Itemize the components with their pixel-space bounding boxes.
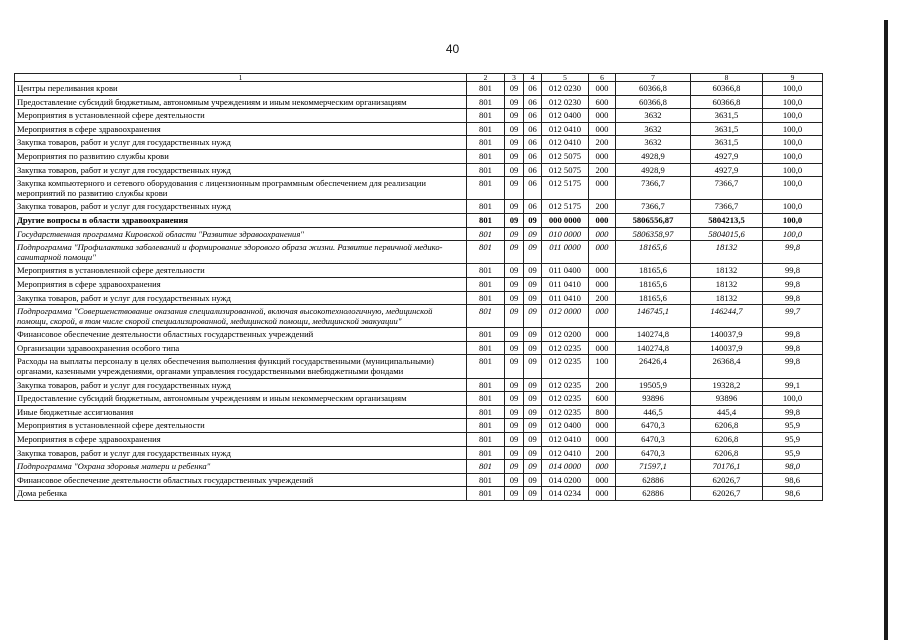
executed-cell: 6206,8 <box>691 419 763 433</box>
percent-cell: 100,0 <box>763 163 823 177</box>
section-cell: 09 <box>505 277 524 291</box>
percent-cell: 99,8 <box>763 241 823 264</box>
code-cell: 801 <box>467 109 505 123</box>
planned-cell: 146745,1 <box>616 305 691 328</box>
name-cell: Мероприятия в установленной сфере деятельности <box>15 109 467 123</box>
executed-cell: 445,4 <box>691 405 763 419</box>
planned-cell: 60366,8 <box>616 82 691 96</box>
table-header-row <box>15 74 823 82</box>
percent-cell: 100,0 <box>763 149 823 163</box>
name-cell: Мероприятия в сфере здравоохранения <box>15 122 467 136</box>
subsection-cell: 09 <box>524 419 542 433</box>
table-row <box>15 277 823 291</box>
target-article-cell: 012 0235 <box>542 392 589 406</box>
target-article-cell: 012 0410 <box>542 446 589 460</box>
expense-type-cell: 000 <box>589 341 616 355</box>
name-cell: Финансовое обеспечение деятельности областных государственных учреждений <box>15 328 467 342</box>
subsection-cell: 09 <box>524 291 542 305</box>
executed-cell: 3631,5 <box>691 109 763 123</box>
section-cell: 09 <box>505 433 524 447</box>
percent-cell: 99,8 <box>763 264 823 278</box>
section-cell: 09 <box>505 378 524 392</box>
table-row <box>15 473 823 487</box>
table-row <box>15 177 823 200</box>
section-cell: 09 <box>505 446 524 460</box>
planned-cell: 19505,9 <box>616 378 691 392</box>
executed-cell: 18132 <box>691 241 763 264</box>
planned-cell: 3632 <box>616 109 691 123</box>
executed-cell: 4927,9 <box>691 149 763 163</box>
name-cell: Иные бюджетные ассигнования <box>15 405 467 419</box>
percent-cell: 100,0 <box>763 95 823 109</box>
target-article-cell: 012 0235 <box>542 378 589 392</box>
target-article-cell: 014 0200 <box>542 473 589 487</box>
percent-cell: 100,0 <box>763 82 823 96</box>
executed-cell: 70176,1 <box>691 460 763 474</box>
executed-cell: 6206,8 <box>691 433 763 447</box>
subsection-cell: 09 <box>524 355 542 378</box>
percent-cell: 99,7 <box>763 305 823 328</box>
target-article-cell: 012 0230 <box>542 82 589 96</box>
planned-cell: 5806556,87 <box>616 213 691 227</box>
name-cell: Финансовое обеспечение деятельности областных государственных учреждений <box>15 473 467 487</box>
table-row <box>15 305 823 328</box>
expense-type-cell: 000 <box>589 473 616 487</box>
name-cell: Мероприятия в сфере здравоохранения <box>15 277 467 291</box>
subsection-cell: 06 <box>524 122 542 136</box>
subsection-cell: 06 <box>524 136 542 150</box>
percent-cell: 100,0 <box>763 392 823 406</box>
target-article-cell: 011 0400 <box>542 264 589 278</box>
expense-type-cell: 000 <box>589 109 616 123</box>
executed-cell: 140037,9 <box>691 341 763 355</box>
expense-type-cell: 200 <box>589 200 616 214</box>
percent-cell: 95,9 <box>763 433 823 447</box>
subsection-cell: 06 <box>524 82 542 96</box>
table-row <box>15 355 823 378</box>
table-row <box>15 291 823 305</box>
section-cell: 09 <box>505 328 524 342</box>
percent-cell: 99,8 <box>763 328 823 342</box>
subsection-cell: 09 <box>524 392 542 406</box>
executed-cell: 7366,7 <box>691 177 763 200</box>
executed-cell: 5804213,5 <box>691 213 763 227</box>
executed-cell: 62026,7 <box>691 473 763 487</box>
code-cell: 801 <box>467 419 505 433</box>
planned-cell: 6470,3 <box>616 433 691 447</box>
target-article-cell: 012 5175 <box>542 200 589 214</box>
target-article-cell: 012 0400 <box>542 109 589 123</box>
code-cell: 801 <box>467 200 505 214</box>
expense-type-cell: 000 <box>589 460 616 474</box>
column-header-1: 1 <box>15 74 467 82</box>
target-article-cell: 000 0000 <box>542 213 589 227</box>
expense-type-cell: 600 <box>589 392 616 406</box>
section-cell: 09 <box>505 136 524 150</box>
code-cell: 801 <box>467 163 505 177</box>
planned-cell: 18165,6 <box>616 277 691 291</box>
target-article-cell: 012 0235 <box>542 341 589 355</box>
name-cell: Подпрограмма "Охрана здоровья матери и ребенка" <box>15 460 467 474</box>
expense-type-cell: 000 <box>589 149 616 163</box>
percent-cell: 98,0 <box>763 460 823 474</box>
expense-type-cell: 200 <box>589 163 616 177</box>
subsection-cell: 09 <box>524 378 542 392</box>
column-header-7: 7 <box>616 74 691 82</box>
code-cell: 801 <box>467 241 505 264</box>
section-cell: 09 <box>505 163 524 177</box>
code-cell: 801 <box>467 378 505 392</box>
table-row <box>15 82 823 96</box>
subsection-cell: 09 <box>524 473 542 487</box>
expense-type-cell: 000 <box>589 328 616 342</box>
planned-cell: 60366,8 <box>616 95 691 109</box>
subsection-cell: 06 <box>524 109 542 123</box>
subsection-cell: 09 <box>524 433 542 447</box>
table-row <box>15 122 823 136</box>
expense-type-cell: 000 <box>589 177 616 200</box>
planned-cell: 140274,8 <box>616 341 691 355</box>
subsection-cell: 06 <box>524 200 542 214</box>
page-number: 40 <box>445 42 460 56</box>
executed-cell: 62026,7 <box>691 487 763 501</box>
code-cell: 801 <box>467 460 505 474</box>
section-cell: 09 <box>505 264 524 278</box>
planned-cell: 71597,1 <box>616 460 691 474</box>
target-article-cell: 012 0410 <box>542 433 589 447</box>
column-header-3: 3 <box>505 74 524 82</box>
planned-cell: 140274,8 <box>616 328 691 342</box>
section-cell: 09 <box>505 213 524 227</box>
percent-cell: 98,6 <box>763 473 823 487</box>
name-cell: Закупка товаров, работ и услуг для государственных нужд <box>15 163 467 177</box>
executed-cell: 93896 <box>691 392 763 406</box>
percent-cell: 100,0 <box>763 200 823 214</box>
table-row <box>15 405 823 419</box>
expense-type-cell: 200 <box>589 378 616 392</box>
target-article-cell: 012 5075 <box>542 149 589 163</box>
column-header-2: 2 <box>467 74 505 82</box>
code-cell: 801 <box>467 213 505 227</box>
planned-cell: 4928,9 <box>616 149 691 163</box>
target-article-cell: 012 0230 <box>542 95 589 109</box>
subsection-cell: 09 <box>524 460 542 474</box>
percent-cell: 99,8 <box>763 291 823 305</box>
name-cell: Мероприятия в сфере здравоохранения <box>15 433 467 447</box>
code-cell: 801 <box>467 341 505 355</box>
table-row <box>15 213 823 227</box>
expense-type-cell: 000 <box>589 213 616 227</box>
executed-cell: 18132 <box>691 277 763 291</box>
executed-cell: 140037,9 <box>691 328 763 342</box>
executed-cell: 3631,5 <box>691 136 763 150</box>
percent-cell: 95,9 <box>763 446 823 460</box>
subsection-cell: 09 <box>524 405 542 419</box>
name-cell: Закупка компьютерного и сетевого оборудования с лицензионным программным обеспечением для реализации мероприятий по развитию службы крови <box>15 177 467 200</box>
code-cell: 801 <box>467 95 505 109</box>
subsection-cell: 09 <box>524 341 542 355</box>
target-article-cell: 014 0000 <box>542 460 589 474</box>
section-cell: 09 <box>505 82 524 96</box>
percent-cell: 98,6 <box>763 487 823 501</box>
expense-type-cell: 600 <box>589 95 616 109</box>
target-article-cell: 012 0400 <box>542 419 589 433</box>
name-cell: Закупка товаров, работ и услуг для государственных нужд <box>15 200 467 214</box>
code-cell: 801 <box>467 227 505 241</box>
section-cell: 09 <box>505 305 524 328</box>
percent-cell: 99,8 <box>763 405 823 419</box>
planned-cell: 18165,6 <box>616 241 691 264</box>
name-cell: Подпрограмма "Профилактика заболеваний и формирование здорового образа жизни. Развитие первичной медико-санитарной помощи" <box>15 241 467 264</box>
subsection-cell: 06 <box>524 163 542 177</box>
section-cell: 09 <box>505 291 524 305</box>
planned-cell: 4928,9 <box>616 163 691 177</box>
target-article-cell: 012 5175 <box>542 177 589 200</box>
name-cell: Центры переливания крови <box>15 82 467 96</box>
table-row <box>15 109 823 123</box>
column-header-9: 9 <box>763 74 823 82</box>
budget-table <box>14 73 823 501</box>
table-row <box>15 460 823 474</box>
executed-cell: 60366,8 <box>691 95 763 109</box>
scan-edge-line <box>884 20 888 640</box>
column-header-6: 6 <box>589 74 616 82</box>
code-cell: 801 <box>467 328 505 342</box>
name-cell: Закупка товаров, работ и услуг для государственных нужд <box>15 378 467 392</box>
planned-cell: 62886 <box>616 487 691 501</box>
section-cell: 09 <box>505 241 524 264</box>
executed-cell: 146244,7 <box>691 305 763 328</box>
target-article-cell: 011 0410 <box>542 277 589 291</box>
section-cell: 09 <box>505 405 524 419</box>
section-cell: 09 <box>505 473 524 487</box>
column-header-5: 5 <box>542 74 589 82</box>
section-cell: 09 <box>505 419 524 433</box>
executed-cell: 7366,7 <box>691 200 763 214</box>
table-row <box>15 378 823 392</box>
executed-cell: 5804015,6 <box>691 227 763 241</box>
table-row <box>15 241 823 264</box>
table-row <box>15 136 823 150</box>
table-row <box>15 328 823 342</box>
table-row <box>15 95 823 109</box>
expense-type-cell: 000 <box>589 241 616 264</box>
name-cell: Дома ребенка <box>15 487 467 501</box>
percent-cell: 100,0 <box>763 122 823 136</box>
code-cell: 801 <box>467 446 505 460</box>
expense-type-cell: 000 <box>589 277 616 291</box>
subsection-cell: 09 <box>524 277 542 291</box>
table-row <box>15 341 823 355</box>
percent-cell: 100,0 <box>763 177 823 200</box>
code-cell: 801 <box>467 291 505 305</box>
planned-cell: 446,5 <box>616 405 691 419</box>
expense-type-cell: 000 <box>589 433 616 447</box>
executed-cell: 26368,4 <box>691 355 763 378</box>
percent-cell: 99,8 <box>763 277 823 291</box>
target-article-cell: 012 0235 <box>542 405 589 419</box>
name-cell: Мероприятия в установленной сфере деятельности <box>15 264 467 278</box>
section-cell: 09 <box>505 109 524 123</box>
subsection-cell: 09 <box>524 487 542 501</box>
code-cell: 801 <box>467 405 505 419</box>
executed-cell: 6206,8 <box>691 446 763 460</box>
expense-type-cell: 000 <box>589 419 616 433</box>
target-article-cell: 012 5075 <box>542 163 589 177</box>
name-cell: Государственная программа Кировской области "Развитие здравоохранения" <box>15 227 467 241</box>
target-article-cell: 012 0410 <box>542 122 589 136</box>
table-row <box>15 149 823 163</box>
target-article-cell: 012 0000 <box>542 305 589 328</box>
code-cell: 801 <box>467 277 505 291</box>
name-cell: Закупка товаров, работ и услуг для государственных нужд <box>15 291 467 305</box>
planned-cell: 3632 <box>616 136 691 150</box>
planned-cell: 62886 <box>616 473 691 487</box>
percent-cell: 100,0 <box>763 109 823 123</box>
section-cell: 09 <box>505 355 524 378</box>
expense-type-cell: 800 <box>589 405 616 419</box>
target-article-cell: 011 0410 <box>542 291 589 305</box>
section-cell: 09 <box>505 177 524 200</box>
section-cell: 09 <box>505 460 524 474</box>
subsection-cell: 09 <box>524 305 542 328</box>
name-cell: Предоставление субсидий бюджетным, автономным учреждениям и иным некоммерческим организациям <box>15 95 467 109</box>
expense-type-cell: 000 <box>589 82 616 96</box>
percent-cell: 99,8 <box>763 341 823 355</box>
planned-cell: 93896 <box>616 392 691 406</box>
section-cell: 09 <box>505 392 524 406</box>
planned-cell: 18165,6 <box>616 291 691 305</box>
planned-cell: 3632 <box>616 122 691 136</box>
code-cell: 801 <box>467 433 505 447</box>
name-cell: Мероприятия по развитию службы крови <box>15 149 467 163</box>
expense-type-cell: 200 <box>589 136 616 150</box>
name-cell: Предоставление субсидий бюджетным, автономным учреждениям и иным некоммерческим организациям <box>15 392 467 406</box>
section-cell: 09 <box>505 95 524 109</box>
table-row <box>15 487 823 501</box>
name-cell: Расходы на выплаты персоналу в целях обеспечения выполнения функций государственными (муниципальными) органами, казенными учреждениями, органами управления государственными внебюджетными фондами <box>15 355 467 378</box>
section-cell: 09 <box>505 122 524 136</box>
target-article-cell: 010 0000 <box>542 227 589 241</box>
percent-cell: 100,0 <box>763 227 823 241</box>
name-cell: Другие вопросы в области здравоохранения <box>15 213 467 227</box>
target-article-cell: 012 0235 <box>542 355 589 378</box>
code-cell: 801 <box>467 136 505 150</box>
subsection-cell: 09 <box>524 241 542 264</box>
code-cell: 801 <box>467 355 505 378</box>
table-row <box>15 433 823 447</box>
subsection-cell: 06 <box>524 149 542 163</box>
code-cell: 801 <box>467 82 505 96</box>
expense-type-cell: 200 <box>589 446 616 460</box>
percent-cell: 99,1 <box>763 378 823 392</box>
subsection-cell: 09 <box>524 213 542 227</box>
executed-cell: 4927,9 <box>691 163 763 177</box>
planned-cell: 5806358,97 <box>616 227 691 241</box>
table-row <box>15 163 823 177</box>
executed-cell: 60366,8 <box>691 82 763 96</box>
section-cell: 09 <box>505 341 524 355</box>
code-cell: 801 <box>467 122 505 136</box>
executed-cell: 18132 <box>691 264 763 278</box>
column-header-8: 8 <box>691 74 763 82</box>
planned-cell: 18165,6 <box>616 264 691 278</box>
executed-cell: 3631,5 <box>691 122 763 136</box>
target-article-cell: 012 0200 <box>542 328 589 342</box>
subsection-cell: 09 <box>524 227 542 241</box>
table-row <box>15 392 823 406</box>
code-cell: 801 <box>467 177 505 200</box>
code-cell: 801 <box>467 473 505 487</box>
table-row <box>15 227 823 241</box>
planned-cell: 7366,7 <box>616 200 691 214</box>
name-cell: Подпрограмма "Совершенствование оказания специализированной, включая высокотехнологичную, медицинской помощи, скорой, в том числе скорой специализированной, медицинской помощи, медицинской эвакуации" <box>15 305 467 328</box>
section-cell: 09 <box>505 487 524 501</box>
target-article-cell: 011 0000 <box>542 241 589 264</box>
planned-cell: 6470,3 <box>616 419 691 433</box>
percent-cell: 95,9 <box>763 419 823 433</box>
executed-cell: 19328,2 <box>691 378 763 392</box>
subsection-cell: 09 <box>524 264 542 278</box>
table-row <box>15 419 823 433</box>
subsection-cell: 06 <box>524 177 542 200</box>
code-cell: 801 <box>467 149 505 163</box>
column-header-4: 4 <box>524 74 542 82</box>
code-cell: 801 <box>467 305 505 328</box>
name-cell: Организации здравоохранения особого типа <box>15 341 467 355</box>
subsection-cell: 09 <box>524 328 542 342</box>
name-cell: Закупка товаров, работ и услуг для государственных нужд <box>15 136 467 150</box>
table-row <box>15 264 823 278</box>
section-cell: 09 <box>505 227 524 241</box>
section-cell: 09 <box>505 149 524 163</box>
expense-type-cell: 000 <box>589 122 616 136</box>
executed-cell: 18132 <box>691 291 763 305</box>
section-cell: 09 <box>505 200 524 214</box>
table-row <box>15 200 823 214</box>
expense-type-cell: 000 <box>589 264 616 278</box>
target-article-cell: 012 0410 <box>542 136 589 150</box>
expense-type-cell: 200 <box>589 291 616 305</box>
planned-cell: 26426,4 <box>616 355 691 378</box>
percent-cell: 100,0 <box>763 136 823 150</box>
code-cell: 801 <box>467 392 505 406</box>
expense-type-cell: 000 <box>589 227 616 241</box>
expense-type-cell: 000 <box>589 487 616 501</box>
planned-cell: 7366,7 <box>616 177 691 200</box>
subsection-cell: 09 <box>524 446 542 460</box>
code-cell: 801 <box>467 487 505 501</box>
percent-cell: 99,8 <box>763 355 823 378</box>
expense-type-cell: 100 <box>589 355 616 378</box>
name-cell: Закупка товаров, работ и услуг для государственных нужд <box>15 446 467 460</box>
percent-cell: 100,0 <box>763 213 823 227</box>
table-row <box>15 446 823 460</box>
subsection-cell: 06 <box>524 95 542 109</box>
code-cell: 801 <box>467 264 505 278</box>
name-cell: Мероприятия в установленной сфере деятельности <box>15 419 467 433</box>
planned-cell: 6470,3 <box>616 446 691 460</box>
expense-type-cell: 000 <box>589 305 616 328</box>
target-article-cell: 014 0234 <box>542 487 589 501</box>
